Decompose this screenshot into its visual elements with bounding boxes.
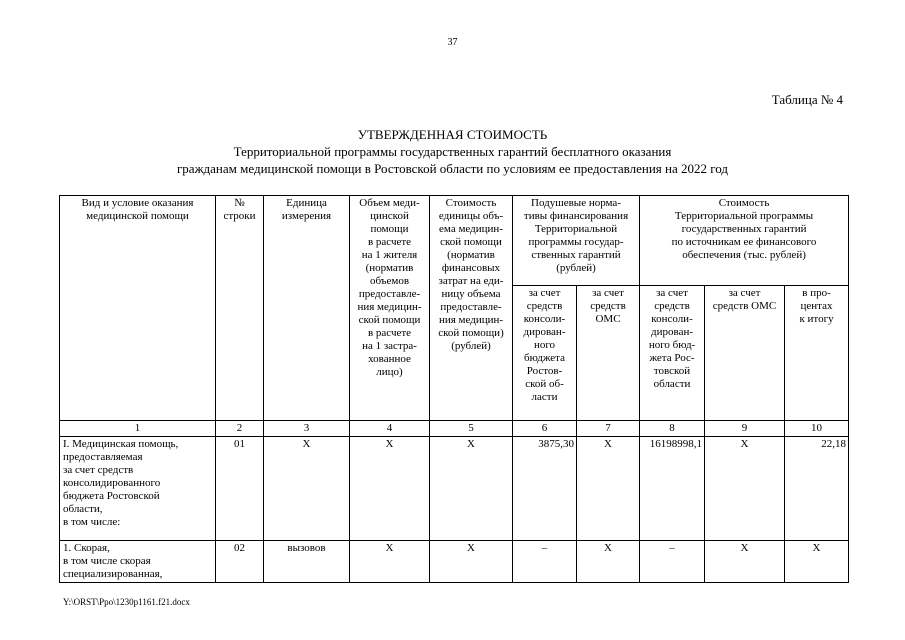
header-service-type: Вид и условие оказания медицинской помощи — [60, 196, 216, 421]
row-name: 1. Скорая, в том числе скорая специализированная, — [60, 541, 216, 583]
row-cost-oms: X — [705, 437, 785, 541]
footer-file-path: Y:\ORST\Ppo\1230p1161.f21.docx — [63, 597, 190, 607]
table-label: Таблица № 4 — [771, 92, 843, 107]
header-unit-cost: Стоимость единицы объ- ема медицин- ской помощи (норматив финансовых затрат на еди- ницу объема предоставле- ния медицин- ской помощи) (рублей) — [430, 196, 513, 421]
row-number: 02 — [216, 541, 264, 583]
row-pc-oms: X — [577, 437, 640, 541]
column-number: 4 — [350, 421, 430, 437]
column-number: 10 — [785, 421, 849, 437]
row-number: 01 — [216, 437, 264, 541]
header-percent: в про- центах к итогу — [785, 286, 849, 421]
column-number: 7 — [577, 421, 640, 437]
row-cost-budget: – — [640, 541, 705, 583]
header-cost-budget: за счет средств консоли- дирован- ного бюд- жета Рос- товской области — [640, 286, 705, 421]
title-line-2: Территориальной программы государственных гарантий бесплатного оказания — [233, 144, 672, 159]
header-volume: Объем меди- цинской помощи в расчете на 1 жителя (норматив объемов предоставле- ния медицин- ской помощи в расчете на 1 застра- хованное лицо) — [350, 196, 430, 421]
page-number: 37 — [447, 37, 458, 48]
row-pc-budget: – — [513, 541, 577, 583]
column-number: 5 — [430, 421, 513, 437]
row-unit: X — [264, 437, 350, 541]
table-title — [60, 126, 845, 177]
header-pc-budget: за счет средств консоли- дирован- ного бюджета Ростов- ской об- ласти — [513, 286, 577, 421]
header-row-number: № строки — [216, 196, 264, 421]
header-per-capita: Подушевые норма- тивы финансирования Территориальной программы государ- ственных гарантий (рублей) — [513, 196, 640, 286]
column-number: 9 — [705, 421, 785, 437]
column-number: 2 — [216, 421, 264, 437]
table-row — [60, 541, 849, 583]
header-pc-oms: за счет средств ОМС — [577, 286, 640, 421]
row-cost-oms: X — [705, 541, 785, 583]
column-number: 8 — [640, 421, 705, 437]
row-volume: X — [350, 541, 430, 583]
row-cost-budget: 16198998,1 — [640, 437, 705, 541]
row-name: I. Медицинская помощь, предоставляемая за счет средств консолидированного бюджета Ростовской области, в том числе: — [60, 437, 216, 541]
title-line-1: УТВЕРЖДЕННАЯ СТОИМОСТЬ — [357, 127, 548, 142]
row-percent: X — [785, 541, 849, 583]
header-row-1 — [60, 196, 849, 286]
cost-table — [59, 195, 849, 583]
column-number: 3 — [264, 421, 350, 437]
header-program-cost: Стоимость Территориальной программы государственных гарантий по источникам ее финансового обеспечения (тыс. рублей) — [640, 196, 849, 286]
row-unit-cost: X — [430, 541, 513, 583]
row-unit-cost: X — [430, 437, 513, 541]
header-cost-oms: за счет средств ОМС — [705, 286, 785, 421]
table-row — [60, 437, 849, 541]
column-number-row — [60, 421, 849, 437]
row-volume: X — [350, 437, 430, 541]
column-number: 1 — [60, 421, 216, 437]
header-unit: Единица измерения — [264, 196, 350, 421]
row-pc-budget: 3875,30 — [513, 437, 577, 541]
row-percent: 22,18 — [785, 437, 849, 541]
title-line-3: гражданам медицинской помощи в Ростовской области по условиям ее предоставления на 2022 год — [176, 161, 729, 176]
row-unit: вызовов — [264, 541, 350, 583]
row-pc-oms: X — [577, 541, 640, 583]
column-number: 6 — [513, 421, 577, 437]
